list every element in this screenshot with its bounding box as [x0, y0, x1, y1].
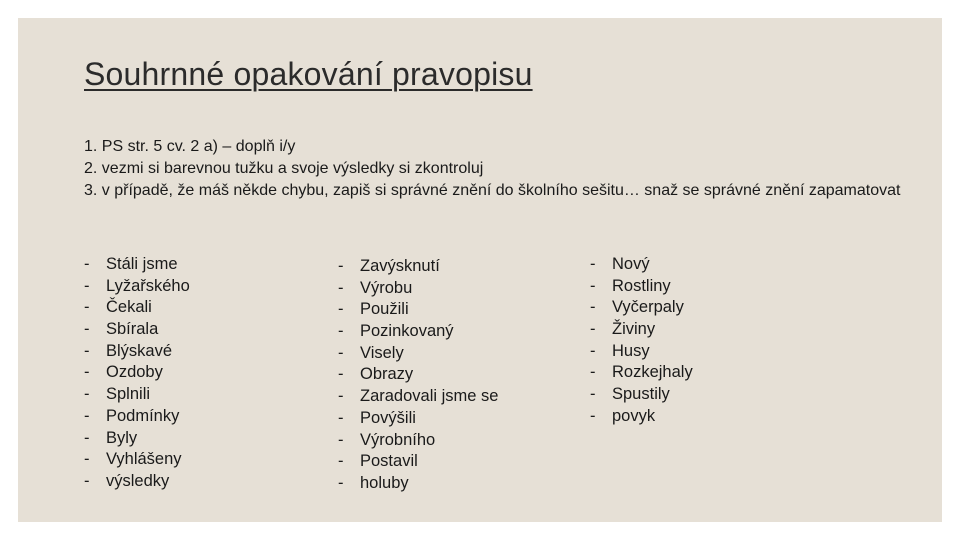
list-item-text: Byly [106, 428, 138, 447]
bullet-dash: - [84, 406, 90, 425]
bullet-dash: - [338, 452, 344, 471]
list-item [84, 406, 190, 428]
list-item-text: Použili [360, 300, 409, 319]
bullet-dash: - [590, 298, 596, 317]
bullet-dash: - [590, 363, 596, 382]
word-list-column-3 [590, 254, 693, 428]
list-item [338, 299, 498, 321]
bullet-dash: - [84, 471, 90, 490]
list-item-text: Rozkejhaly [612, 363, 693, 382]
list-item-text: Výrobu [360, 278, 413, 297]
bullet-dash: - [84, 255, 90, 273]
list-item-text: Stáli jsme [106, 255, 178, 273]
list-item-text: Výrobního [360, 430, 436, 449]
bullet-dash: - [84, 363, 90, 382]
bullet-dash: - [338, 343, 344, 362]
list-item-text: Pozinkovaný [360, 322, 454, 341]
bullet-dash: - [338, 322, 344, 341]
instructions [84, 136, 914, 202]
instruction-line: 2. vezmi si barevnou tužku a svoje výsledky si zkontroluj [84, 160, 484, 177]
list-item [590, 276, 693, 298]
list-item [590, 319, 693, 341]
list-item [590, 384, 693, 406]
list-item [590, 406, 693, 428]
list-item-text: Lyžařského [106, 276, 190, 295]
bullet-dash: - [338, 473, 344, 492]
word-list-column-1 [84, 254, 190, 493]
list-item [338, 430, 498, 452]
list-item [338, 451, 498, 473]
list-item [338, 473, 498, 495]
bullet-dash: - [338, 278, 344, 297]
bullet-dash: - [84, 385, 90, 404]
list-item [84, 449, 190, 471]
bullet-dash: - [84, 298, 90, 317]
bullet-dash: - [84, 341, 90, 360]
list-item [84, 362, 190, 384]
list-item [84, 297, 190, 319]
list-item [84, 276, 190, 298]
list-item-text: Nový [612, 255, 650, 273]
list-item [338, 321, 498, 343]
bullet-dash: - [338, 430, 344, 449]
list-item-text: Blýskavé [106, 341, 173, 360]
list-item-text: povyk [612, 406, 656, 425]
bullet-dash: - [338, 257, 344, 275]
list-item-text: Rostliny [612, 276, 671, 295]
list-item [590, 254, 693, 276]
list-item [338, 364, 498, 386]
slide-title: Souhrnné opakování pravopisu [84, 56, 533, 92]
bullet-dash: - [590, 341, 596, 360]
list-item [84, 319, 190, 341]
list-item-text: Husy [612, 341, 650, 360]
list-item-text: Povýšili [360, 408, 416, 427]
list-item-text: výsledky [106, 471, 170, 490]
instruction-line: 3. v případě, že máš někde chybu, zapiš si správné znění do školního sešitu… snaž se správné znění zapamatovat [84, 182, 901, 199]
word-list-column-2 [338, 256, 498, 495]
list-item-text: Vyčerpaly [612, 298, 684, 317]
list-item [338, 256, 498, 278]
bullet-dash: - [338, 408, 344, 427]
bullet-dash: - [590, 406, 596, 425]
list-item [590, 341, 693, 363]
list-item-text: Vyhlášeny [106, 450, 182, 469]
bullet-dash: - [84, 320, 90, 339]
list-item [338, 408, 498, 430]
list-item [84, 254, 190, 276]
list-item [84, 471, 190, 493]
bullet-dash: - [84, 276, 90, 295]
list-item-text: Visely [360, 343, 404, 362]
slide [18, 18, 942, 522]
bullet-dash: - [338, 387, 344, 406]
list-item-text: holuby [360, 473, 409, 492]
bullet-dash: - [590, 320, 596, 339]
bullet-dash: - [590, 276, 596, 295]
list-item-text: Spustily [612, 385, 670, 404]
list-item-text: Ozdoby [106, 363, 163, 382]
list-item [590, 297, 693, 319]
list-item [338, 278, 498, 300]
bullet-dash: - [84, 450, 90, 469]
list-item [338, 343, 498, 365]
instruction-line: 1. PS str. 5 cv. 2 a) – doplň i/y [84, 138, 296, 155]
list-item-text: Zavýsknutí [360, 257, 440, 275]
list-item-text: Splnili [106, 385, 151, 404]
list-item-text: Živiny [612, 320, 656, 339]
list-item-text: Čekali [106, 298, 152, 317]
bullet-dash: - [84, 428, 90, 447]
bullet-dash: - [590, 385, 596, 404]
list-item [84, 428, 190, 450]
list-item [84, 341, 190, 363]
list-item-text: Postavil [360, 452, 418, 471]
list-item-text: Sbírala [106, 320, 159, 339]
list-item [84, 384, 190, 406]
list-item [338, 386, 498, 408]
list-item-text: Podmínky [106, 406, 180, 425]
list-item-text: Zaradovali jsme se [360, 387, 499, 406]
bullet-dash: - [338, 300, 344, 319]
list-item-text: Obrazy [360, 365, 414, 384]
bullet-dash: - [338, 365, 344, 384]
list-item [590, 362, 693, 384]
bullet-dash: - [590, 255, 596, 273]
